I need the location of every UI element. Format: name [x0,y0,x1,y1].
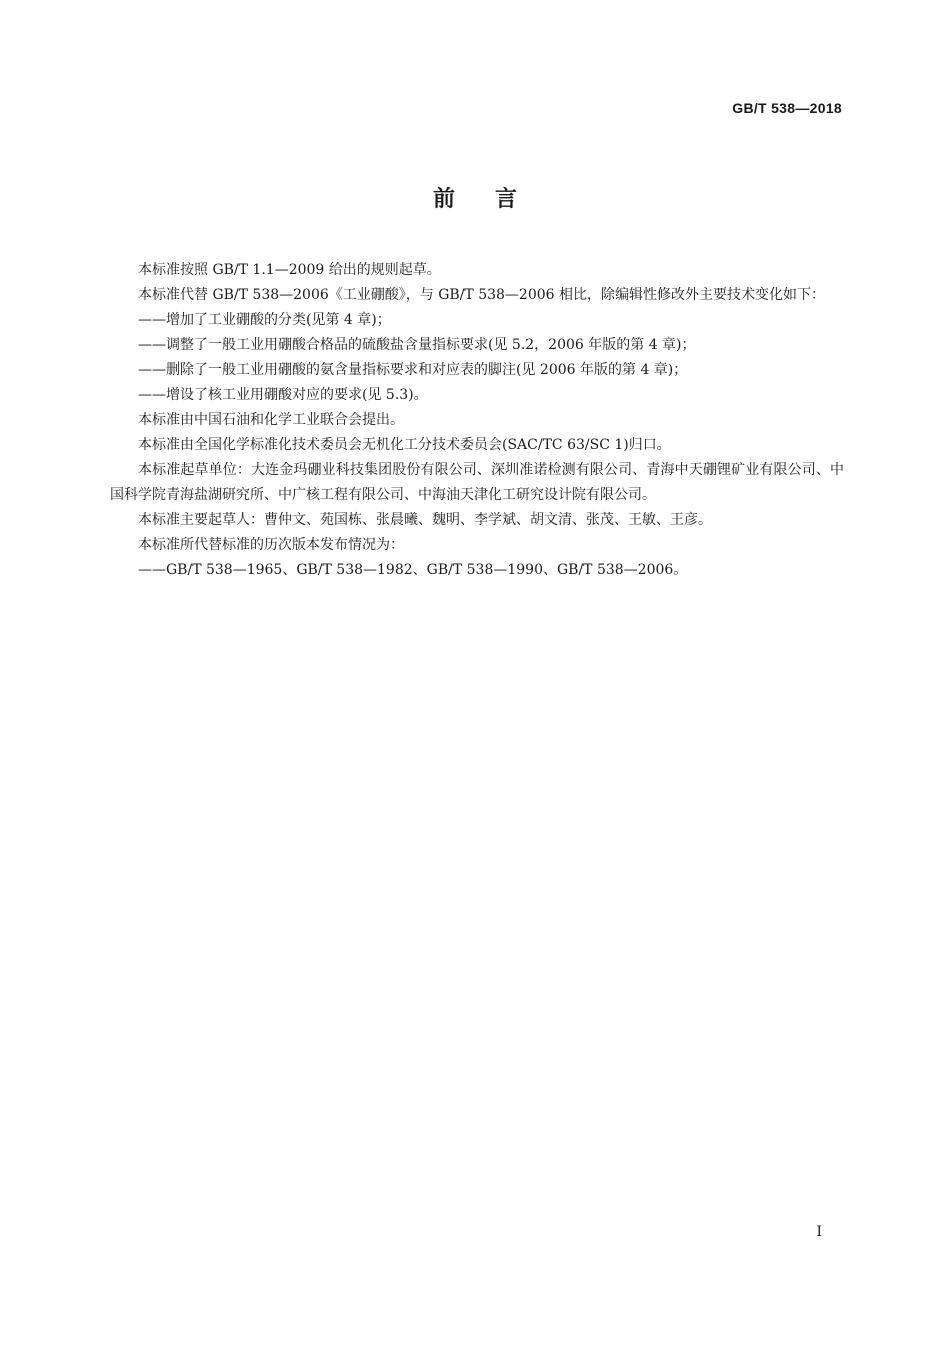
standard-code: GB/T 538—2018 [732,100,842,116]
paragraph-drafting-units: 本标准起草单位：大连金玛硼业科技集团股份有限公司、深圳准诺检测有限公司、青海中天硼锂矿业有限公司、中国科学院青海盐湖研究所、中广核工程有限公司、中海油天津化工研究设计院有限公司。 [110,462,844,503]
paragraph-replacement: 本标准代替 GB/T 538—2006《工业硼酸》，与 GB/T 538—2006 相比，除编辑性修改外主要技术变化如下： [138,287,826,303]
page-title: 前言 [432,187,557,212]
paragraph-proposer: 本标准由中国石油和化学工业联合会提出。 [138,412,404,428]
foreword-body [110,258,844,583]
paragraph-committee: 本标准由全国化学标准化技术委员会无机化工分技术委员会(SAC/TC 63/SC 1)归口。 [138,437,671,453]
change-item: ——增设了核工业用硼酸对应的要求(见 5.3)。 [138,387,428,403]
page-number: I [816,1224,822,1240]
change-item: ——增加了工业硼酸的分类(见第 4 章)； [138,312,391,328]
change-item: ——删除了一般工业用硼酸的氨含量指标要求和对应表的脚注(见 2006 年版的第 4 章)； [138,362,688,378]
change-item: ——调整了一般工业用硼酸合格品的硫酸盐含量指标要求(见 5.2，2006 年版的第 4 章)； [138,337,696,353]
paragraph-drafting-rule: 本标准按照 GB/T 1.1—2009 给出的规则起草。 [138,262,441,278]
paragraph-drafters: 本标准主要起草人：曹仲文、苑国栋、张晨曦、魏明、李学斌、胡文清、张茂、王敏、王彦。 [138,512,712,528]
paragraph-history-intro: 本标准所代替标准的历次版本发布情况为： [138,537,404,553]
history-list: ——GB/T 538—1965、GB/T 538—1982、GB/T 538—1990、GB/T 538—2006。 [138,562,688,578]
